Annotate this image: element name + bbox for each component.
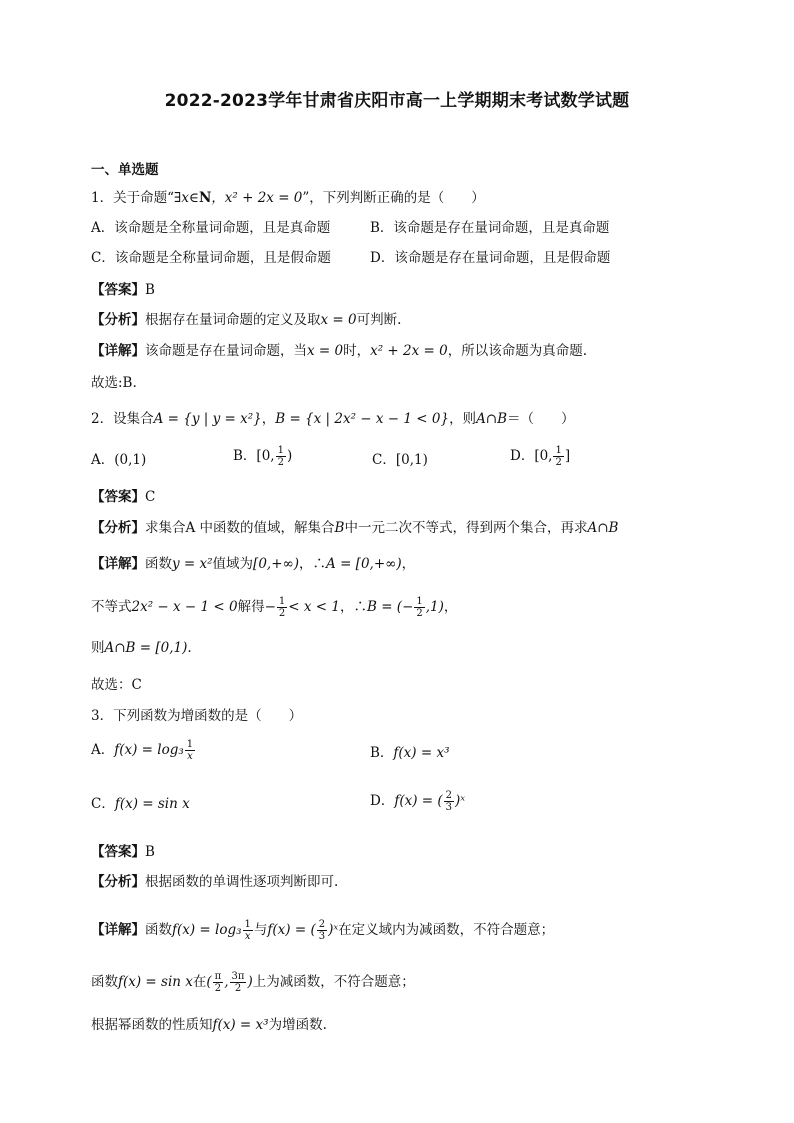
q2-option-a: A．(0,1) [91, 452, 147, 468]
q1-option-a: A．该命题是全称量词命题，且是真命题 [91, 220, 331, 236]
q2-option-b: B．[0, $\frac{1}{2}$ ) [233, 445, 293, 468]
q2-stem: 2．设集合A = {y | y = x²}，B = {x | 2x² − x − 1 < 0}，则A∩B＝（ ） [91, 411, 575, 427]
q2-answer: 【答案】C [91, 489, 156, 505]
q2-conclusion: 故选：C [91, 677, 142, 693]
q3-detail: 【详解】函数f(x) = log₃ $\frac{1}{x}$ 与f(x) = ( $\frac{2}{3}$ )ˣ在定义域内为减函数，不符合题意； [91, 919, 555, 942]
q2-detail-line2: 不等式2x² − x − 1 < 0解得− $\frac{1}{2}$ < x < 1，∴B = (− $\frac{1}{2}$ ,1)， [91, 596, 458, 619]
q1-conclusion: 故选:B. [91, 375, 137, 391]
q3-option-d: D．f(x) = ( $\frac{2}{3}$ )ˣ [370, 790, 466, 813]
q3-detail-line2: 函数f(x) = sin x在( $\frac{\pi}{2}$ , $\frac{3\pi}{2}$ )上为减函数，不符合题意； [91, 971, 415, 994]
document-title: 2022-2023学年甘肃省庆阳市高一上学期期末考试数学试题 [164, 91, 630, 111]
q3-detail-line3: 根据幂函数的性质知f(x) = x³为增函数. [91, 1017, 327, 1033]
q1-answer: 【答案】B [91, 282, 155, 298]
q1-detail: 【详解】该命题是存在量词命题，当x = 0时，x² + 2x = 0，所以该命题为真命题. [91, 343, 588, 359]
q1-analysis: 【分析】根据存在量词命题的定义及取x = 0可判断. [91, 312, 402, 328]
q1-option-b: B．该命题是存在量词命题，且是真命题 [370, 220, 610, 236]
section-heading: 一、单选题 [91, 162, 159, 178]
q2-option-c: C．[0,1) [372, 452, 428, 468]
q2-detail-line3: 则A∩B = [0,1). [91, 640, 192, 656]
q3-answer: 【答案】B [91, 844, 155, 860]
q1-option-d: D．该命题是存在量词命题，且是假命题 [370, 250, 611, 266]
q1-stem: 1．关于命题“∃x∈N，x² + 2x = 0”，下列判断正确的是（ ） [91, 190, 485, 206]
q2-analysis: 【分析】求集合A 中函数的值域，解集合B中一元二次不等式，得到两个集合，再求A∩B [91, 520, 619, 536]
q3-option-c: C．f(x) = sin x [91, 796, 190, 812]
q3-option-a: A．f(x) = log₃ $\frac{1}{x}$ [91, 739, 194, 762]
q1-option-c: C．该命题是全称量词命题，且是假命题 [91, 250, 331, 266]
q3-option-b: B．f(x) = x³ [370, 745, 450, 761]
q3-stem: 3．下列函数为增函数的是（ ） [91, 708, 303, 724]
q2-option-d: D．[0, $\frac{1}{2}$ ] [510, 445, 571, 468]
q3-analysis: 【分析】根据函数的单调性逐项判断即可. [91, 874, 339, 890]
q2-detail: 【详解】函数y = x²值域为[0,+∞)，∴A = [0,+∞)， [91, 556, 416, 572]
